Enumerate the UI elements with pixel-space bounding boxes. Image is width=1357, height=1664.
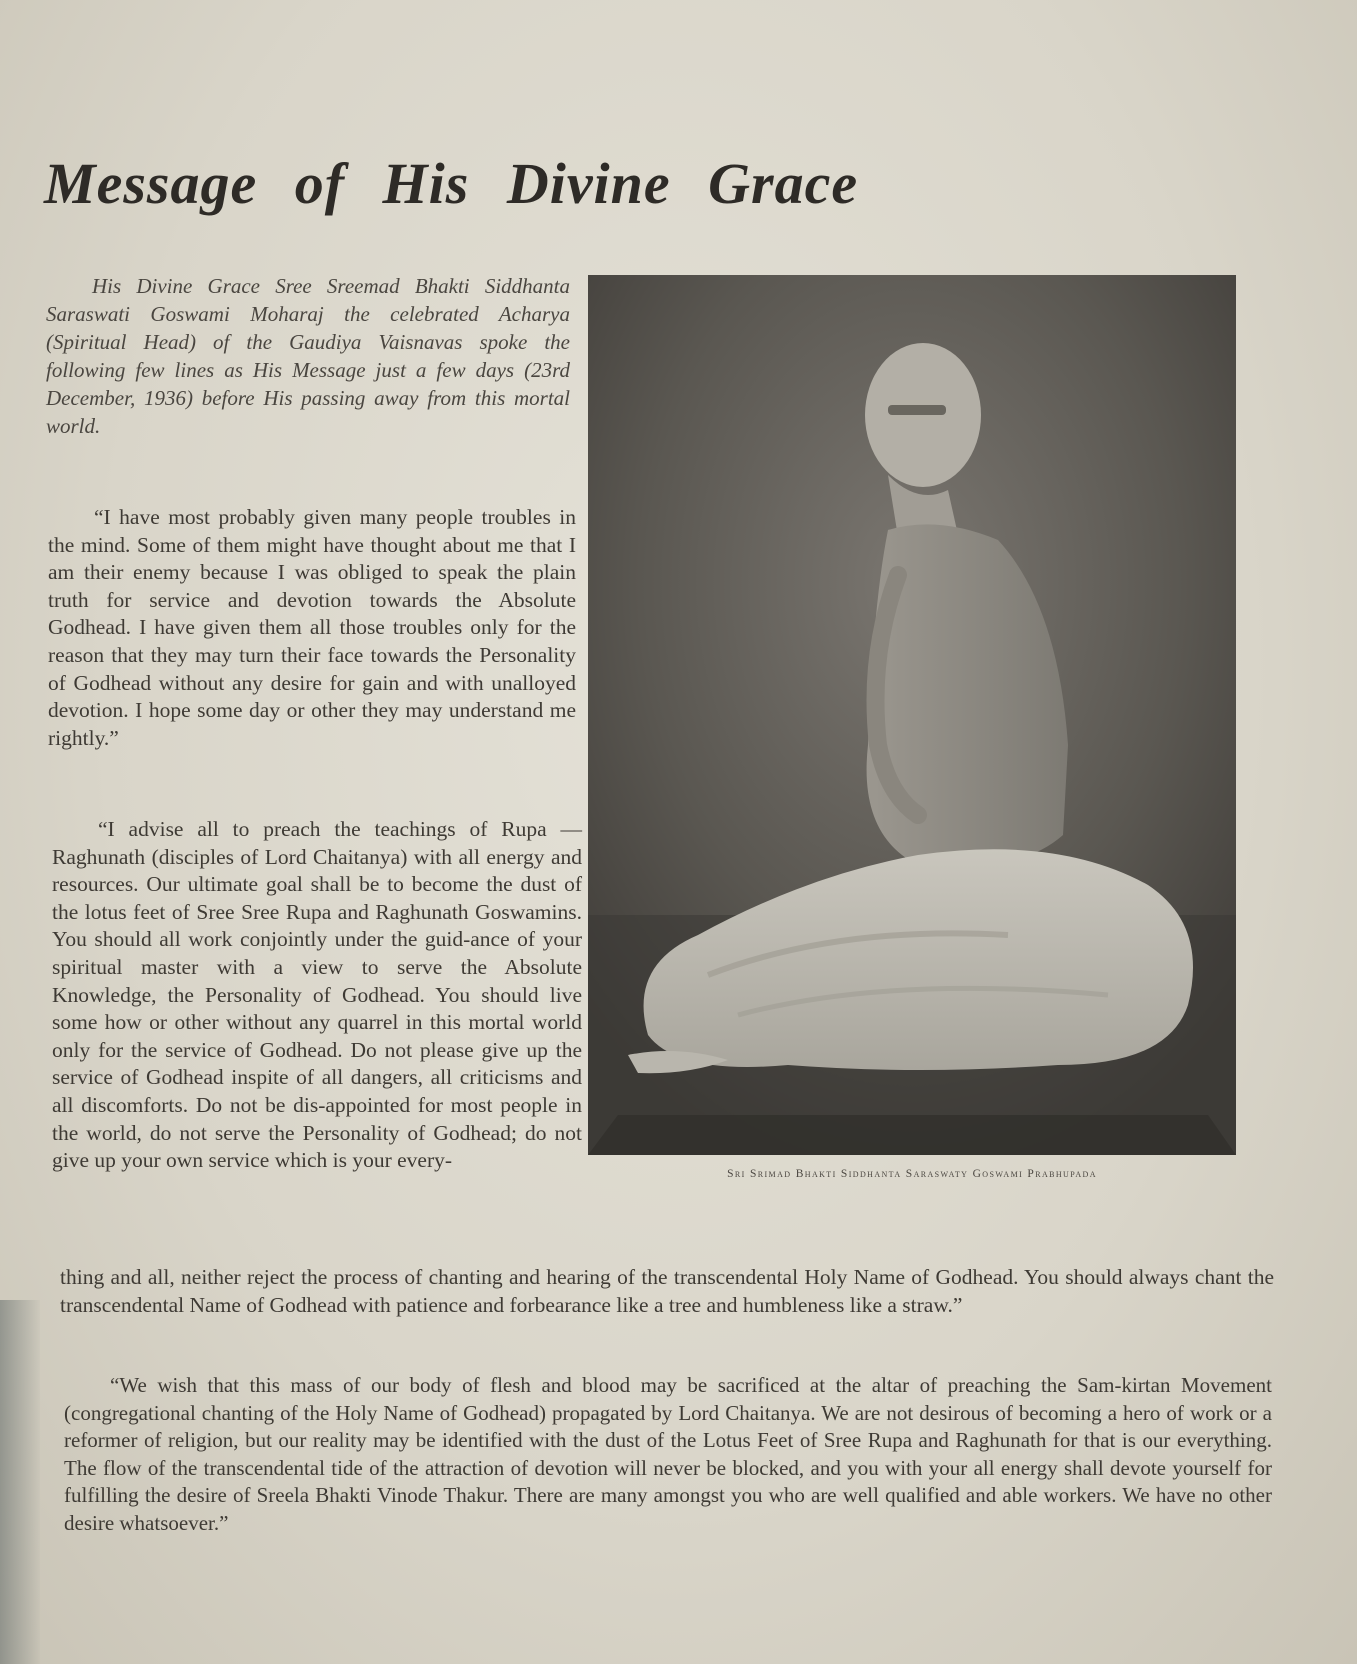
- page-edge-shadow: [0, 1300, 40, 1664]
- page-title: Message of His Divine Grace: [44, 151, 859, 216]
- photo-caption: Sri Srimad Bhakti Siddhanta Saraswaty Goswami Prabhupada: [727, 1168, 1097, 1180]
- message-paragraph-1: “I have most probably given many people troubles in the mind. Some of them might have thought about me that I am their enemy because I was obliged to speak the plain truth for service and devotion towards the Absolute Godhead. I have given them all those troubles only for the reason that they may turn their face towards the Personality of Godhead without any desire for gain and with unalloyed devotion. I hope some day or other they may understand me rightly.”: [48, 505, 576, 750]
- intro-paragraph: His Divine Grace Sree Sreemad Bhakti Siddhanta Saraswati Goswami Moharaj the celebrated Acharya (Spiritual Head) of the Gaudiya Vaisnavas spoke the following few lines as His Message just a few days (23rd December, 1936) before His passing away from this mortal world.: [46, 274, 570, 438]
- seated-figure-illustration: [588, 275, 1236, 1155]
- portrait-photo: [588, 275, 1236, 1155]
- message-paragraph-2-continued: thing and all, neither reject the process of chanting and hearing of the transcendental Holy Name of Godhead. You should always chant the transcendental Name of Godhead with patience and forbearance like a tree and humbleness like a straw.”: [60, 1265, 1274, 1317]
- message-paragraph-2: “I advise all to preach the teachings of Rupa —Raghunath (disciples of Lord Chaitanya) with all energy and resources. Our ultimate goal shall be to become the dust of the lotus feet of Sree Sree Rupa and Raghunath Goswamins. You should all work conjointly under the guid-ance of your spiritual master with a view to serve the Absolute Knowledge, the Personality of Godhead. You should live some how or other without any quarrel in this mortal world only for the service of Godhead. Do not please give up the service of Godhead inspite of all dangers, all criticisms and all discomforts. Do not be dis-appointed for most people in the world, do not serve the Personality of Godhead; do not give up your own service which is your every-: [52, 817, 582, 1173]
- message-paragraph-3: “We wish that this mass of our body of flesh and blood may be sacrificed at the altar of preaching the Sam-kirtan Movement (congregational chanting of the Holy Name of Godhead) propagated by Lord Chaitanya. We are not desirous of becoming a hero of work or a reformer of religion, but our reality may be identified with the dust of the Lotus Feet of Sree Rupa and Raghunath for that is our everything. The flow of the transcendental tide of the attraction of devotion will never be blocked, and you with your all energy shall devote yourself for fulfilling the desire of Sreela Bhakti Vinode Thakur. There are many amongst you who are well qualified and able workers. We have no other desire whatsoever.”: [64, 1373, 1272, 1535]
